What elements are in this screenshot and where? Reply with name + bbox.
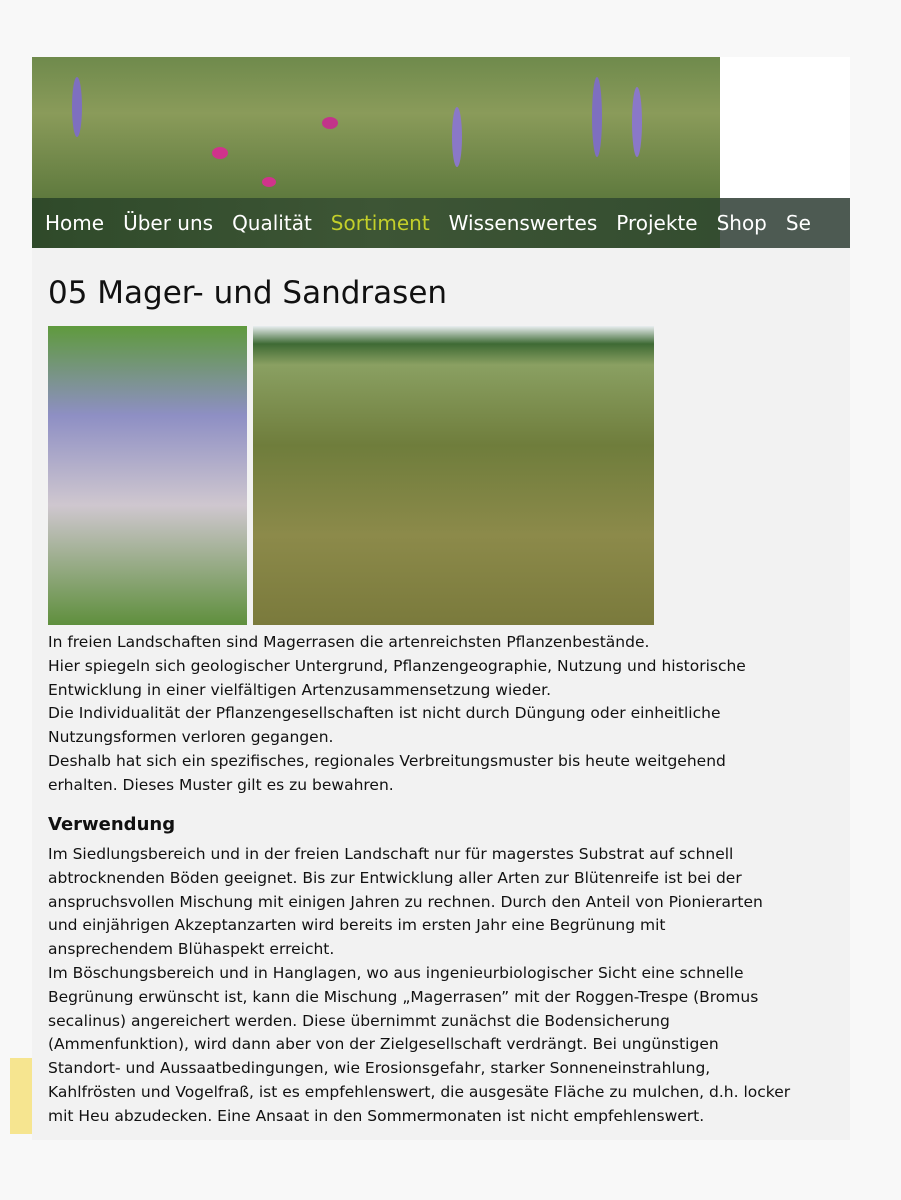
text-line: abtrocknenden Böden geeignet. Bis zur Entwicklung aller Arten zur Blütenreife ist bei der	[48, 868, 742, 887]
text-line: Deshalb hat sich ein spezifisches, regionales Verbreitungsmuster bis heute weitgehend	[48, 751, 726, 770]
nav-shop[interactable]: Shop	[716, 211, 767, 235]
header-blank	[720, 57, 850, 198]
text-line: In freien Landschaften sind Magerrasen die artenreichsten Pflanzenbestände.	[48, 633, 650, 651]
text-segment: (Ammenfunktion), wird dann aber von der Zielgesellschaft verdrängt.	[48, 1035, 593, 1054]
text-line: Die Individualität der Pflanzengesellschaften ist nicht durch Düngung oder einheitliche	[48, 704, 721, 723]
text-line: Im Siedlungsbereich und in der freien Landschaft nur für magerstes Substrat auf schnell	[48, 845, 734, 863]
page-title: 05 Mager- und Sandrasen	[48, 275, 448, 311]
nav-projekte[interactable]: Projekte	[616, 211, 698, 235]
text-line: erhalten. Dieses Muster gilt es zu bewahren.	[48, 775, 394, 794]
text-line: Hier spiegeln sich geologischer Untergrund, Pflanzengeographie, Nutzung und historische	[48, 656, 746, 675]
text-line: und einjährigen Akzeptanzarten wird bereits im ersten Jahr eine Begrünung mit	[48, 916, 666, 935]
meadow-photo-closeup	[48, 326, 247, 625]
highlighted-text: mit Heu abzudecken. Eine Ansaat in den Sommermonaten ist nicht empfehlenswert.	[48, 1106, 705, 1125]
text-line: secalinus) angereichert werden. Diese übernimmt zunächst die Bodensicherung	[48, 1011, 670, 1030]
text-line: Im Böschungsbereich und in Hanglagen, wo aus ingenieurbiologischer Sicht eine schnelle	[48, 963, 744, 982]
nav-wissenswertes[interactable]: Wissenswertes	[448, 211, 598, 235]
text-line: Nutzungsformen verloren gegangen.	[48, 728, 334, 747]
usage-text	[48, 843, 790, 1129]
text-line: anspruchsvollen Mischung mit einigen Jahren zu rechnen. Durch den Anteil von Pionierarten	[48, 892, 763, 911]
highlighted-text: Kahlfrösten und Vogelfraß, ist es empfehlenswert, die ausgesäte Fläche zu mulchen, d.h. locker	[48, 1082, 791, 1101]
nav-ueber-uns[interactable]: Über uns	[123, 211, 214, 235]
highlighted-text: Bei ungünstigen	[592, 1035, 719, 1054]
intro-text	[48, 631, 746, 798]
meadow-photo-landscape	[253, 326, 654, 625]
text-line: ansprechendem Blühaspekt erreicht.	[48, 940, 335, 959]
section-heading-verwendung: Verwendung	[48, 814, 176, 835]
text-line: Begrünung erwünscht ist, kann die Mischung „Magerrasen” mit der Roggen-Trespe (Bromus	[48, 987, 759, 1006]
nav-more[interactable]: Se	[785, 211, 811, 235]
nav-sortiment[interactable]: Sortiment	[330, 211, 430, 235]
text-line	[48, 1033, 790, 1057]
highlighted-text: Standort- und Aussaatbedingungen, wie Erosionsgefahr, starker Sonneneinstrahlung,	[48, 1059, 711, 1078]
text-line: Entwicklung in einer vielfältigen Artenzusammensetzung wieder.	[48, 680, 552, 699]
header-banner-image	[32, 57, 720, 198]
main-nav	[32, 198, 850, 248]
nav-home[interactable]: Home	[45, 211, 105, 235]
page-content	[32, 57, 850, 1140]
nav-qualitaet[interactable]: Qualität	[232, 211, 312, 235]
